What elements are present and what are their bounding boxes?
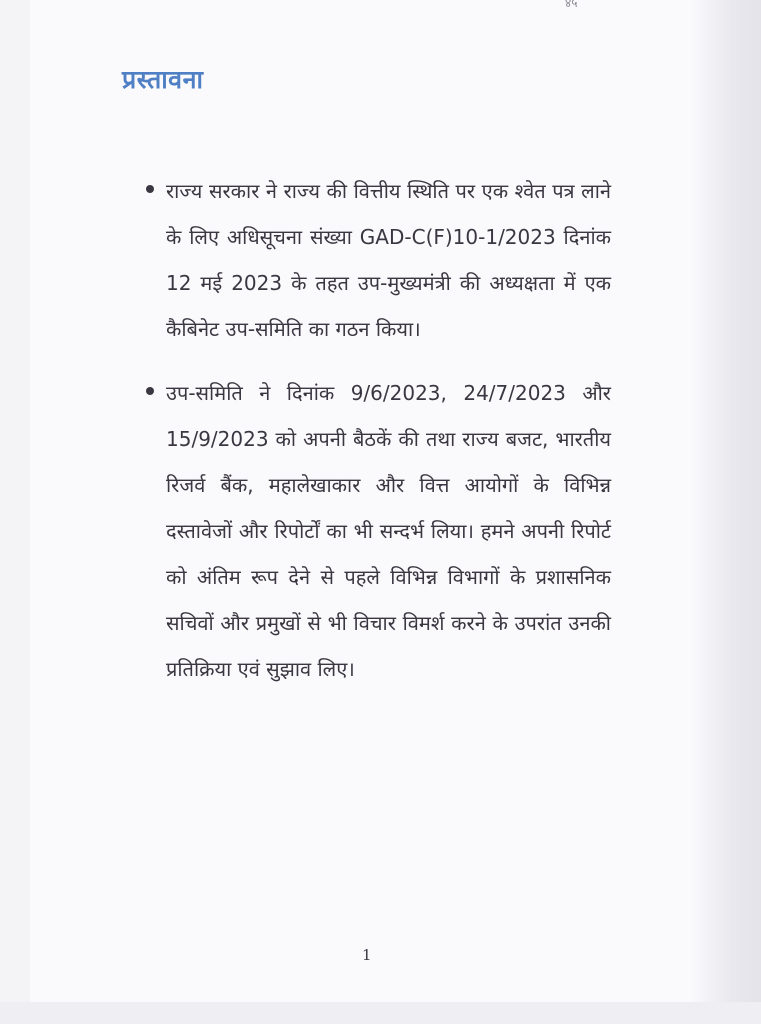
page-number: 1 (362, 946, 372, 964)
bullet-text-2: उप-समिति ने दिनांक 9/6/2023, 24/7/2023 और 15/9/2023 को अपनी बैठकें की तथा राज्य बजट, भारतीय रिजर्व बैंक, महालेखाकार और वित्त आयोगों के विभिन्न दस्तावेजों और रिपोर्टों का भी सन्दर्भ लिया। हमने अपनी रिपोर्ट को अंतिम रूप देने से पहले विभिन्न विभागों के प्रशासनिक सचिवों और प्रमुखों से भी विचार विमर्श करने के उपरांत उनकी प्रतिक्रिया एवं सुझाव लिए। (166, 381, 611, 681)
bullet-item-2 (146, 370, 611, 692)
bullet-dot-icon (146, 185, 154, 193)
scan-shadow (691, 0, 761, 1024)
bullet-text-1: राज्य सरकार ने राज्य की वित्तीय स्थिति पर एक श्वेत पत्र लाने के लिए अधिसूचना संख्या GAD-C(F)10-1/2023 दिनांक 12 मई 2023 के तहत उप-मुख्यमंत्री की अध्यक्षता में एक कैबिनेट उप-समिति का गठन किया। (166, 179, 611, 341)
bullet-list (146, 168, 611, 692)
section-heading: प्रस्तावना (122, 65, 204, 94)
bullet-item-1 (146, 168, 611, 352)
corner-mark: ४५ (565, 0, 578, 10)
bullet-dot-icon (146, 387, 154, 395)
scan-bottom-edge (0, 1002, 761, 1024)
